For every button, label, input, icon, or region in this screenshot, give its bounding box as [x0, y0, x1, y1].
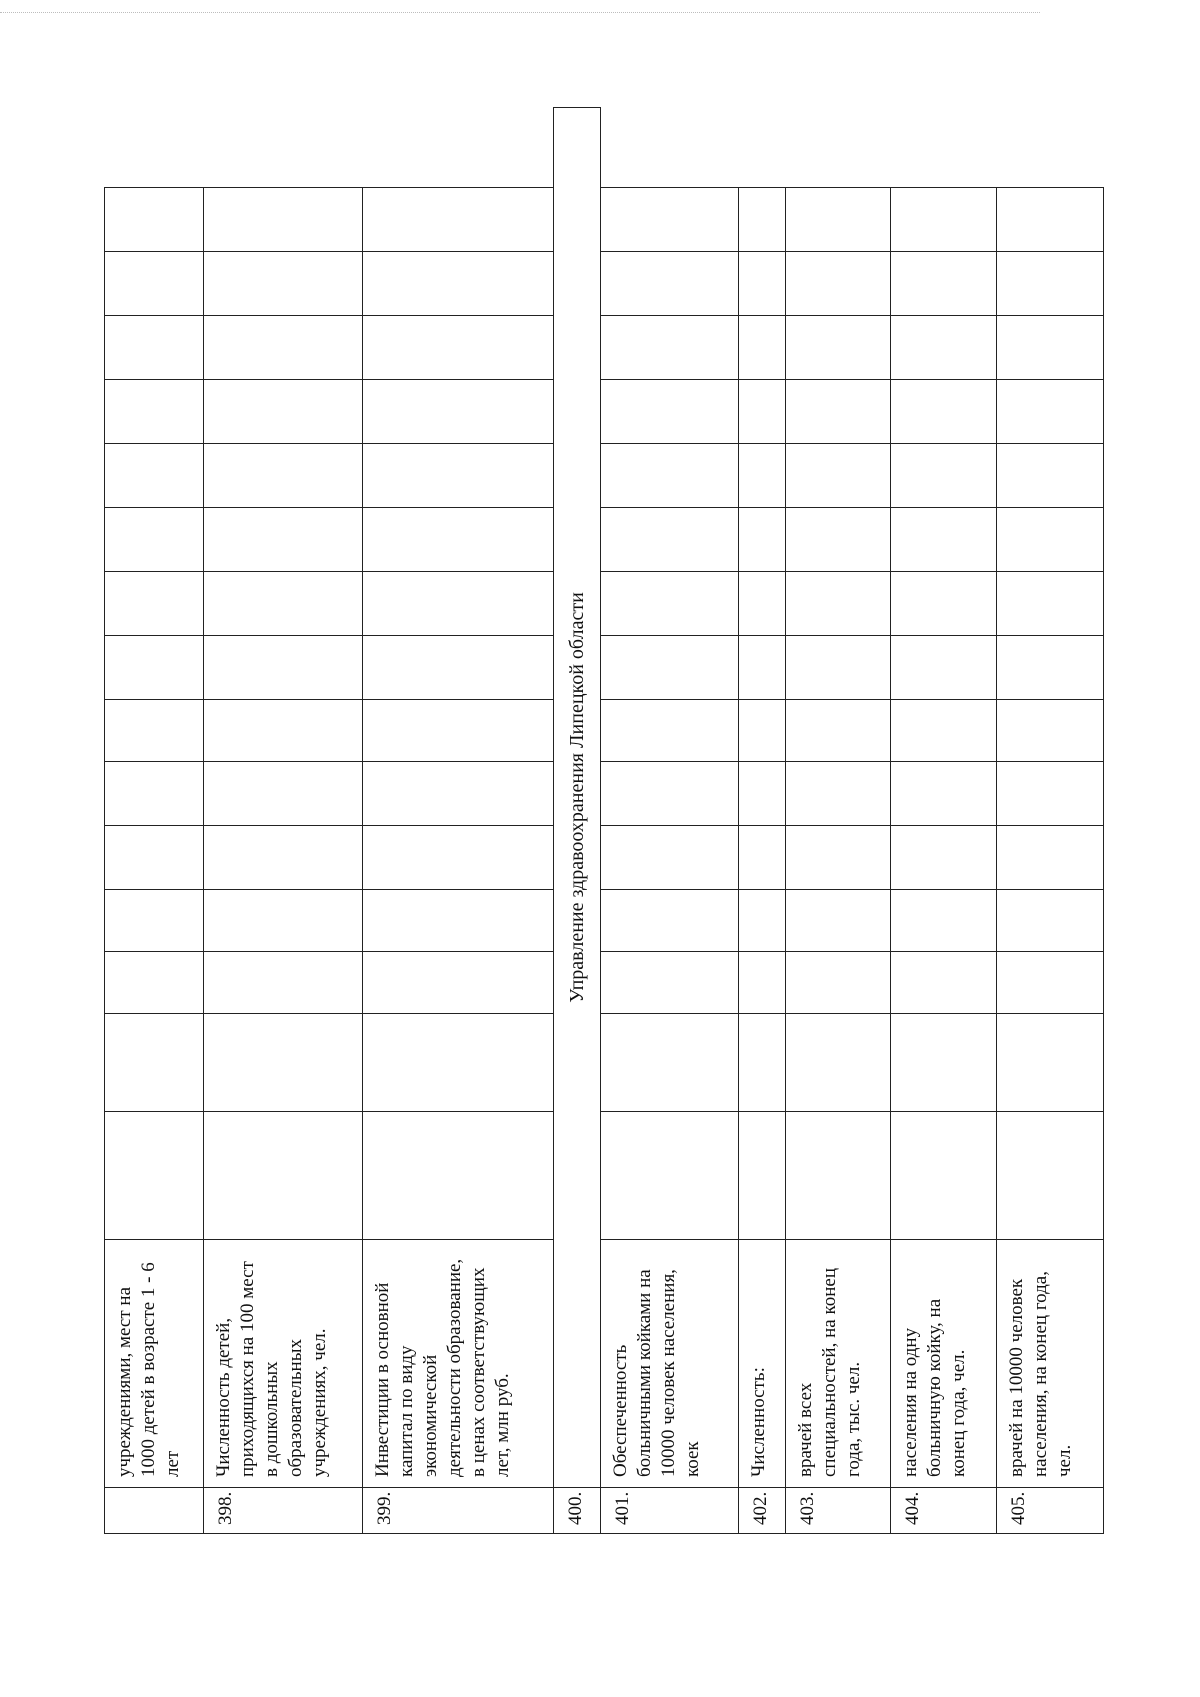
value-cell — [891, 1112, 996, 1240]
value-cell — [362, 1014, 553, 1112]
value-cell — [203, 1112, 362, 1240]
value-cell — [601, 952, 738, 1014]
value-cell — [601, 316, 738, 380]
value-cell — [203, 952, 362, 1014]
value-cell — [203, 508, 362, 572]
indicator-name: учреждениями, мест на 1000 детей в возрасте 1 - 6 лет — [105, 1240, 204, 1488]
value-cell — [203, 826, 362, 890]
value-cell — [785, 444, 890, 508]
value-cell — [891, 380, 996, 444]
value-cell — [996, 1112, 1104, 1240]
value-cell — [203, 1014, 362, 1112]
indicator-name: врачей на 10000 человек населения, на конец года, чел. — [996, 1240, 1104, 1488]
value-cell — [785, 316, 890, 380]
value-cell — [785, 1014, 890, 1112]
value-cell — [996, 700, 1104, 762]
value-cell — [203, 890, 362, 952]
table-row — [553, 108, 600, 1534]
value-cell — [203, 188, 362, 252]
value-cell — [601, 762, 738, 826]
value-cell — [105, 890, 204, 952]
value-cell — [601, 826, 738, 890]
value-cell — [738, 636, 785, 700]
value-cell — [105, 952, 204, 1014]
value-cell — [738, 700, 785, 762]
value-cell — [785, 508, 890, 572]
value-cell — [203, 700, 362, 762]
value-cell — [891, 444, 996, 508]
table-row — [996, 108, 1104, 1534]
value-cell — [203, 572, 362, 636]
value-cell — [601, 700, 738, 762]
value-cell — [891, 826, 996, 890]
row-number: 402. — [738, 1488, 785, 1534]
value-cell — [785, 380, 890, 444]
value-cell — [601, 252, 738, 316]
value-cell — [105, 316, 204, 380]
value-cell — [785, 1112, 890, 1240]
value-cell — [738, 508, 785, 572]
value-cell — [601, 508, 738, 572]
value-cell — [785, 762, 890, 826]
value-cell — [105, 826, 204, 890]
value-cell — [738, 316, 785, 380]
value-cell — [785, 826, 890, 890]
document-sheet — [104, 107, 1104, 1534]
value-cell — [996, 316, 1104, 380]
table-row — [105, 108, 204, 1534]
value-cell — [785, 952, 890, 1014]
value-cell — [891, 572, 996, 636]
value-cell — [362, 508, 553, 572]
value-cell — [891, 700, 996, 762]
value-cell — [105, 188, 204, 252]
value-cell — [362, 762, 553, 826]
row-number: 405. — [996, 1488, 1104, 1534]
value-cell — [203, 636, 362, 700]
value-cell — [738, 188, 785, 252]
value-cell — [996, 636, 1104, 700]
value-cell — [996, 444, 1104, 508]
indicator-name: Численность детей, приходящихся на 100 мест в дошкольных образовательных учреждениях, чел. — [203, 1240, 362, 1488]
value-cell — [891, 188, 996, 252]
value-cell — [738, 380, 785, 444]
table-row — [785, 108, 890, 1534]
value-cell — [785, 890, 890, 952]
rotated-table-wrapper — [104, 107, 1104, 1534]
value-cell — [362, 890, 553, 952]
value-cell — [785, 700, 890, 762]
value-cell — [738, 572, 785, 636]
value-cell — [891, 252, 996, 316]
value-cell — [203, 252, 362, 316]
scan-edge-line — [0, 12, 1040, 13]
value-cell — [891, 508, 996, 572]
value-cell — [785, 188, 890, 252]
indicator-name: Численность: — [738, 1240, 785, 1488]
value-cell — [601, 1112, 738, 1240]
value-cell — [996, 1014, 1104, 1112]
value-cell — [105, 762, 204, 826]
value-cell — [362, 636, 553, 700]
value-cell — [362, 316, 553, 380]
value-cell — [362, 700, 553, 762]
table-row — [362, 108, 553, 1534]
indicator-table — [104, 107, 1104, 1534]
table-row — [891, 108, 996, 1534]
value-cell — [891, 316, 996, 380]
value-cell — [362, 252, 553, 316]
value-cell — [996, 380, 1104, 444]
value-cell — [105, 636, 204, 700]
value-cell — [203, 316, 362, 380]
row-number — [105, 1488, 204, 1534]
value-cell — [362, 444, 553, 508]
value-cell — [105, 444, 204, 508]
row-number: 398. — [203, 1488, 362, 1534]
value-cell — [738, 252, 785, 316]
value-cell — [105, 572, 204, 636]
row-number: 404. — [891, 1488, 996, 1534]
value-cell — [996, 508, 1104, 572]
value-cell — [785, 252, 890, 316]
value-cell — [601, 1014, 738, 1112]
value-cell — [738, 444, 785, 508]
value-cell — [601, 188, 738, 252]
section-heading: Управление здравоохранения Липецкой области — [553, 108, 600, 1488]
value-cell — [105, 508, 204, 572]
value-cell — [891, 1014, 996, 1112]
value-cell — [203, 444, 362, 508]
value-cell — [601, 380, 738, 444]
indicator-name: населения на одну больничную койку, на конец года, чел. — [891, 1240, 996, 1488]
indicator-name: Инвестиции в основной капитал по виду экономической деятельности образование, в ценах соответствующих лет, млн руб. — [362, 1240, 553, 1488]
value-cell — [203, 762, 362, 826]
value-cell — [996, 572, 1104, 636]
value-cell — [738, 890, 785, 952]
value-cell — [738, 952, 785, 1014]
value-cell — [891, 952, 996, 1014]
value-cell — [362, 1112, 553, 1240]
table-row — [203, 108, 362, 1534]
row-number: 403. — [785, 1488, 890, 1534]
value-cell — [891, 636, 996, 700]
value-cell — [996, 762, 1104, 826]
indicator-name: врачей всех специальностей, на конец года, тыс. чел. — [785, 1240, 890, 1488]
value-cell — [785, 636, 890, 700]
value-cell — [105, 252, 204, 316]
value-cell — [738, 826, 785, 890]
value-cell — [362, 826, 553, 890]
value-cell — [601, 890, 738, 952]
value-cell — [738, 762, 785, 826]
value-cell — [996, 890, 1104, 952]
value-cell — [601, 636, 738, 700]
indicator-name: Обеспеченность больничными койками на 10000 человек населения, коек — [601, 1240, 738, 1488]
row-number: 399. — [362, 1488, 553, 1534]
value-cell — [362, 380, 553, 444]
value-cell — [601, 572, 738, 636]
value-cell — [105, 1112, 204, 1240]
value-cell — [891, 762, 996, 826]
value-cell — [362, 188, 553, 252]
value-cell — [105, 1014, 204, 1112]
value-cell — [105, 380, 204, 444]
value-cell — [738, 1014, 785, 1112]
table-row — [738, 108, 785, 1534]
value-cell — [362, 572, 553, 636]
row-number: 401. — [601, 1488, 738, 1534]
value-cell — [785, 572, 890, 636]
value-cell — [891, 890, 996, 952]
value-cell — [105, 700, 204, 762]
value-cell — [601, 444, 738, 508]
value-cell — [996, 252, 1104, 316]
row-number: 400. — [553, 1488, 600, 1534]
value-cell — [996, 952, 1104, 1014]
value-cell — [996, 188, 1104, 252]
value-cell — [203, 380, 362, 444]
table-row — [601, 108, 738, 1534]
value-cell — [996, 826, 1104, 890]
value-cell — [738, 1112, 785, 1240]
value-cell — [362, 952, 553, 1014]
